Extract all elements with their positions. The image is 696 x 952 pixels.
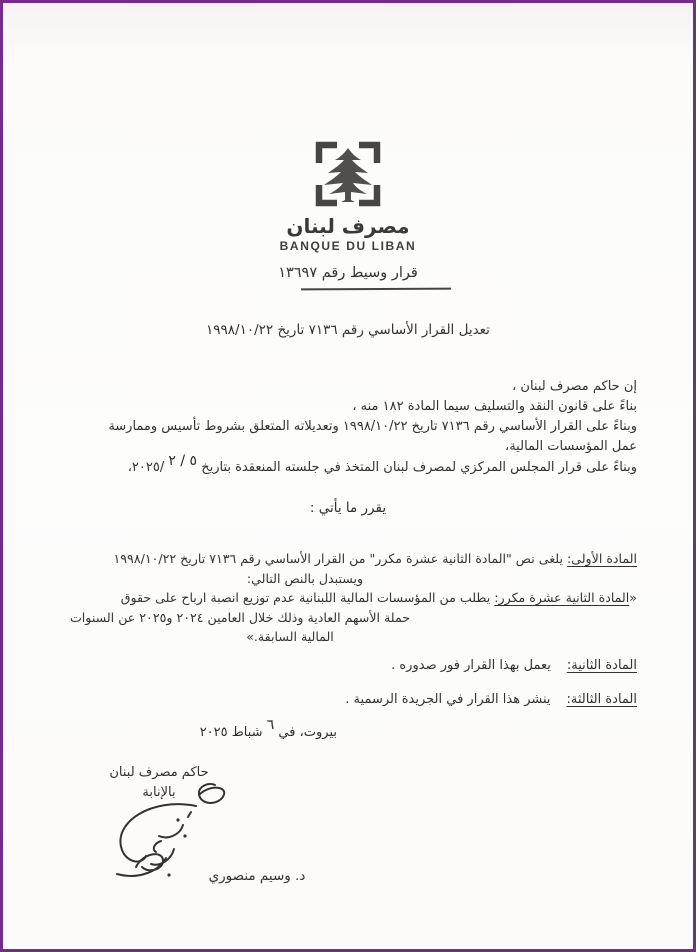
governor-title: حاكم مصرف لبنان	[109, 765, 209, 780]
article-2-text: يعمل بهذا القرار فور صدوره .	[391, 658, 551, 673]
acting-capacity: بالإنابة	[142, 785, 176, 800]
handwritten-session-date: ٥ / ٢	[168, 453, 198, 469]
article-3	[33, 692, 637, 707]
preamble-line-basic-decision: وبناءً على القرار الأساسي رقم ٧١٣٦ تاريخ ١٩٩٨/١٠/٢٢ وتعديلاته المتعلق بشروط تأسيس وممارسة	[108, 419, 637, 434]
preamble-line-basic-decision-cont: عمل المؤسسات المالية،	[505, 439, 637, 454]
bank-name-latin: BANQUE DU LIBAN	[279, 239, 417, 253]
preamble-block	[39, 377, 637, 478]
article-1-quote-line-2: حملة الأسهم العادية وذلك خلال العامين ٢٠٢٤ و٢٠٢٥ عن السنوات	[69, 609, 411, 625]
article-1	[33, 549, 637, 647]
quoted-article-label: المادة الثانية عشرة مكرر:	[494, 590, 630, 605]
decision-number-line: قرار وسيط رقم ١٣٦٩٧	[3, 265, 693, 290]
article-2	[33, 658, 637, 673]
bdl-logo-block	[3, 139, 693, 253]
preamble-line-council-session: وبناءً على قرار المجلس المركزي لمصرف لبنان المتخذ في جلسته المنعقدة بتاريخ ٥ / ٢ /٢٠٢٥،	[127, 453, 637, 475]
article-1-label: المادة الأولى:	[566, 551, 637, 566]
article-3-label: المادة الثالثة:	[566, 692, 637, 707]
article-1-quote-line-3: المالية السابقة.»	[246, 629, 334, 644]
signature-scribble-icon	[79, 779, 251, 879]
article-1-line-1: المادة الأولى: يلغى نص "المادة الثانية عشرة مكرر" من القرار الأساسي رقم ٧١٣٦ تاريخ ١٩٩٨/١٠/٢٢	[113, 551, 637, 566]
handwritten-day: ٦	[266, 717, 275, 733]
bank-name-arabic: مصرف لبنان	[286, 214, 410, 238]
article-1-line-2: ويستبدل بالنص التالي:	[246, 570, 364, 586]
subject-line: تعديل القرار الأساسي رقم ٧١٣٦ تاريخ ١٩٩٨/١٠/٢٢	[206, 322, 490, 338]
preamble-line-law: بناءً على قانون النقد والتسليف سيما المادة ١٨٢ منه ،	[352, 399, 637, 414]
place-date-line: بيروت، في ٦ شباط ٢٠٢٥	[199, 717, 337, 740]
cedar-tree-icon	[313, 139, 383, 209]
article-2-label: المادة الثانية:	[566, 658, 637, 673]
preamble-line-governor: إن حاكم مصرف لبنان ،	[512, 379, 637, 394]
article-1-quote-line-1: «المادة الثانية عشرة مكرر: يطلب من المؤسسات المالية اللبنانية عدم توزيع انصبة ارباح على حقوق	[120, 590, 637, 605]
operative-intro: يقرر ما يأتي :	[309, 500, 387, 516]
decision-underline-rule	[301, 288, 451, 290]
signatory-name: د. وسيم منصوري	[208, 868, 306, 884]
article-3-text: ينشر هذا القرار في الجريدة الرسمية .	[345, 692, 551, 707]
